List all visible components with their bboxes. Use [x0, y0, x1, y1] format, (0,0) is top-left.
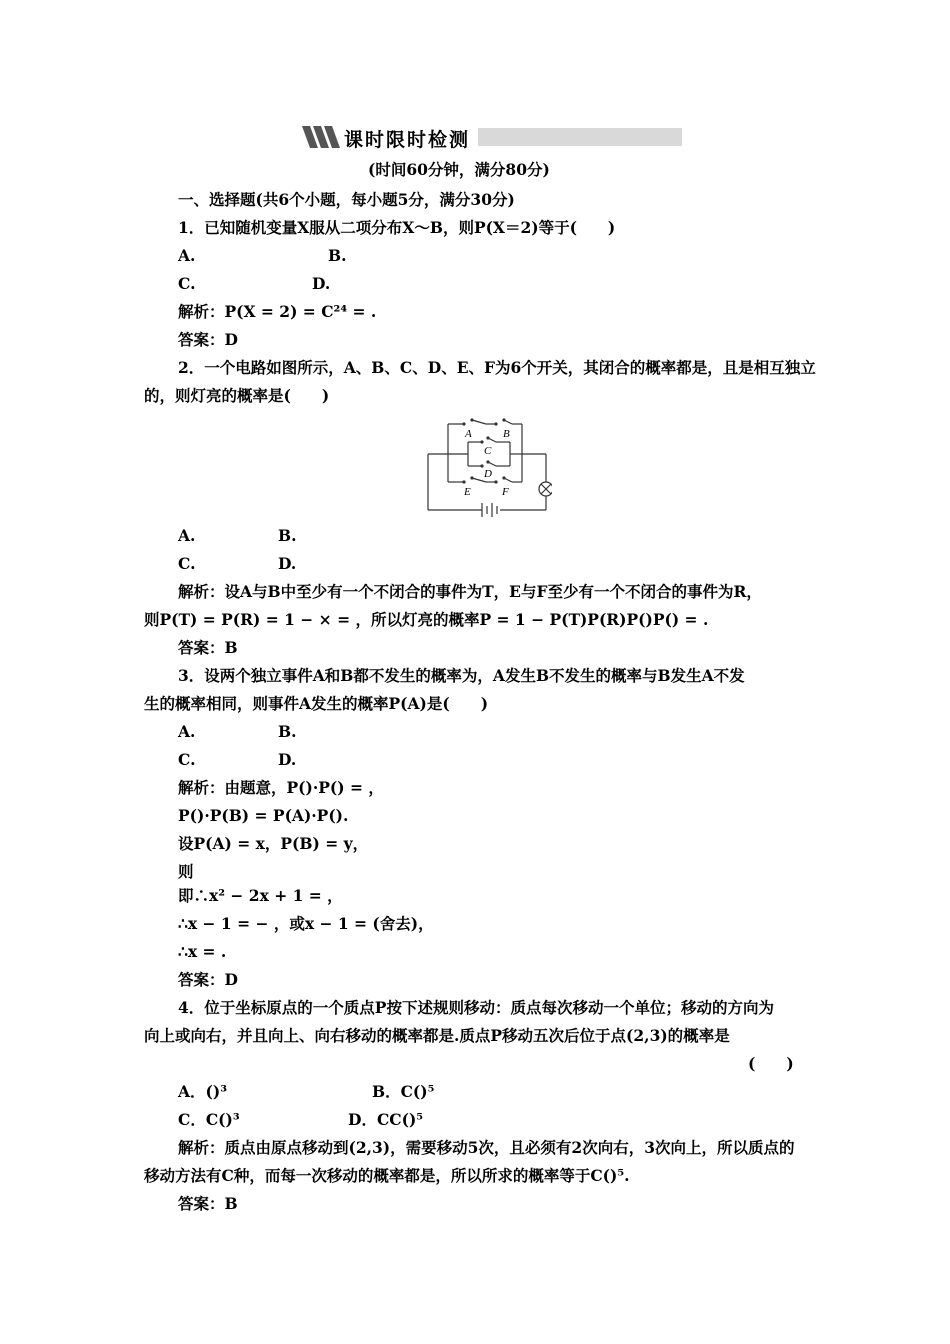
q2-analysis-line2: 则P(T) = P(R) = 1 − × = ，所以灯亮的概率P = 1 − P(T)P(R)P()P() = . [144, 610, 709, 629]
q3-analysis-line6: ∴x − 1 = − ，或x − 1 = (舍去)， [178, 914, 434, 933]
q1-option-d: D. [312, 274, 331, 293]
q4-stem-line2: 向上或向右，并且向上、向右移动的概率都是.质点P移动五次后位于点(2,3)的概率是 [144, 1026, 730, 1045]
q2-stem-line2: 的，则灯亮的概率是( ) [144, 386, 330, 405]
q2-stem-line1: 2．一个电路如图所示，A、B、C、D、E、F为6个开关，其闭合的概率都是，且是相互独立 [178, 358, 816, 377]
section-heading: 一、选择题(共6个小题，每小题5分，满分30分) [178, 190, 515, 209]
q3-answer: 答案：D [178, 970, 238, 989]
q3-analysis-line3: 设P(A) = x，P(B) = y， [178, 834, 369, 853]
q3-option-d: D. [278, 750, 297, 769]
q2-option-b: B. [278, 526, 297, 545]
q4-answer-paren: ( ) [748, 1054, 794, 1073]
q3-analysis-line4: 则 [178, 862, 194, 881]
q3-analysis-line7: ∴x = . [178, 942, 227, 961]
q4-option-b: B．C()⁵ [372, 1082, 435, 1101]
q2-analysis-line1: 解析：设A与B中至少有一个不闭合的事件为T，E与F至少有一个不闭合的事件为R， [178, 582, 762, 601]
q3-analysis-line1: 解析：由题意，P()·P() = ， [178, 778, 384, 797]
q3-option-a: A. [178, 722, 196, 741]
q4-option-c: C．C()³ [178, 1110, 240, 1129]
q3-analysis-line2: P()·P(B) = P(A)·P(). [178, 806, 349, 825]
q1-stem: 1．已知随机变量X服从二项分布X～B，则P(X＝2)等于( ) [178, 218, 616, 237]
q2-answer: 答案：B [178, 638, 238, 657]
q1-option-c: C. [178, 274, 196, 293]
switch-label-a: A [465, 428, 472, 440]
q3-analysis-line5: 即∴x² − 2x + 1 = ， [178, 886, 343, 905]
q3-stem-line1: 3．设两个独立事件A和B都不发生的概率为，A发生B不发生的概率与B发生A不发 [178, 666, 745, 685]
q1-analysis: 解析：P(X = 2) = C²⁴ = . [178, 302, 377, 321]
banner-band [478, 128, 682, 146]
switch-label-f: F [502, 486, 509, 498]
circuit-diagram [426, 418, 552, 518]
q2-option-c: C. [178, 554, 196, 573]
q3-option-c: C. [178, 750, 196, 769]
time-limit: (时间60分钟，满分80分) [368, 160, 550, 179]
page-title: 课时限时检测 [344, 129, 471, 151]
q2-option-d: D. [278, 554, 297, 573]
banner-stripes-icon [300, 124, 344, 150]
q1-option-a: A. [178, 246, 196, 265]
q1-option-b: B. [328, 246, 347, 265]
q2-option-a: A. [178, 526, 196, 545]
switch-label-d: D [484, 468, 492, 480]
q4-analysis-line1: 解析：质点由原点移动到(2,3)，需要移动5次，且必须有2次向右，3次向上，所以质点的 [178, 1138, 795, 1157]
q4-option-d: D．CC()⁵ [348, 1110, 424, 1129]
q4-option-a: A．()³ [178, 1082, 227, 1101]
switch-label-c: C [484, 445, 492, 457]
q1-answer: 答案：D [178, 330, 238, 349]
q4-stem-line1: 4．位于坐标原点的一个质点P按下述规则移动：质点每次移动一个单位；移动的方向为 [178, 998, 774, 1017]
switch-label-b: B [503, 428, 510, 440]
q4-analysis-line2: 移动方法有C种，而每一次移动的概率都是，所以所求的概率等于C()⁵. [144, 1166, 630, 1185]
q3-stem-line2: 生的概率相同，则事件A发生的概率P(A)是( ) [144, 694, 489, 713]
q3-option-b: B. [278, 722, 297, 741]
section-banner [300, 124, 682, 150]
switch-label-e: E [464, 486, 471, 498]
q4-answer: 答案：B [178, 1194, 238, 1213]
